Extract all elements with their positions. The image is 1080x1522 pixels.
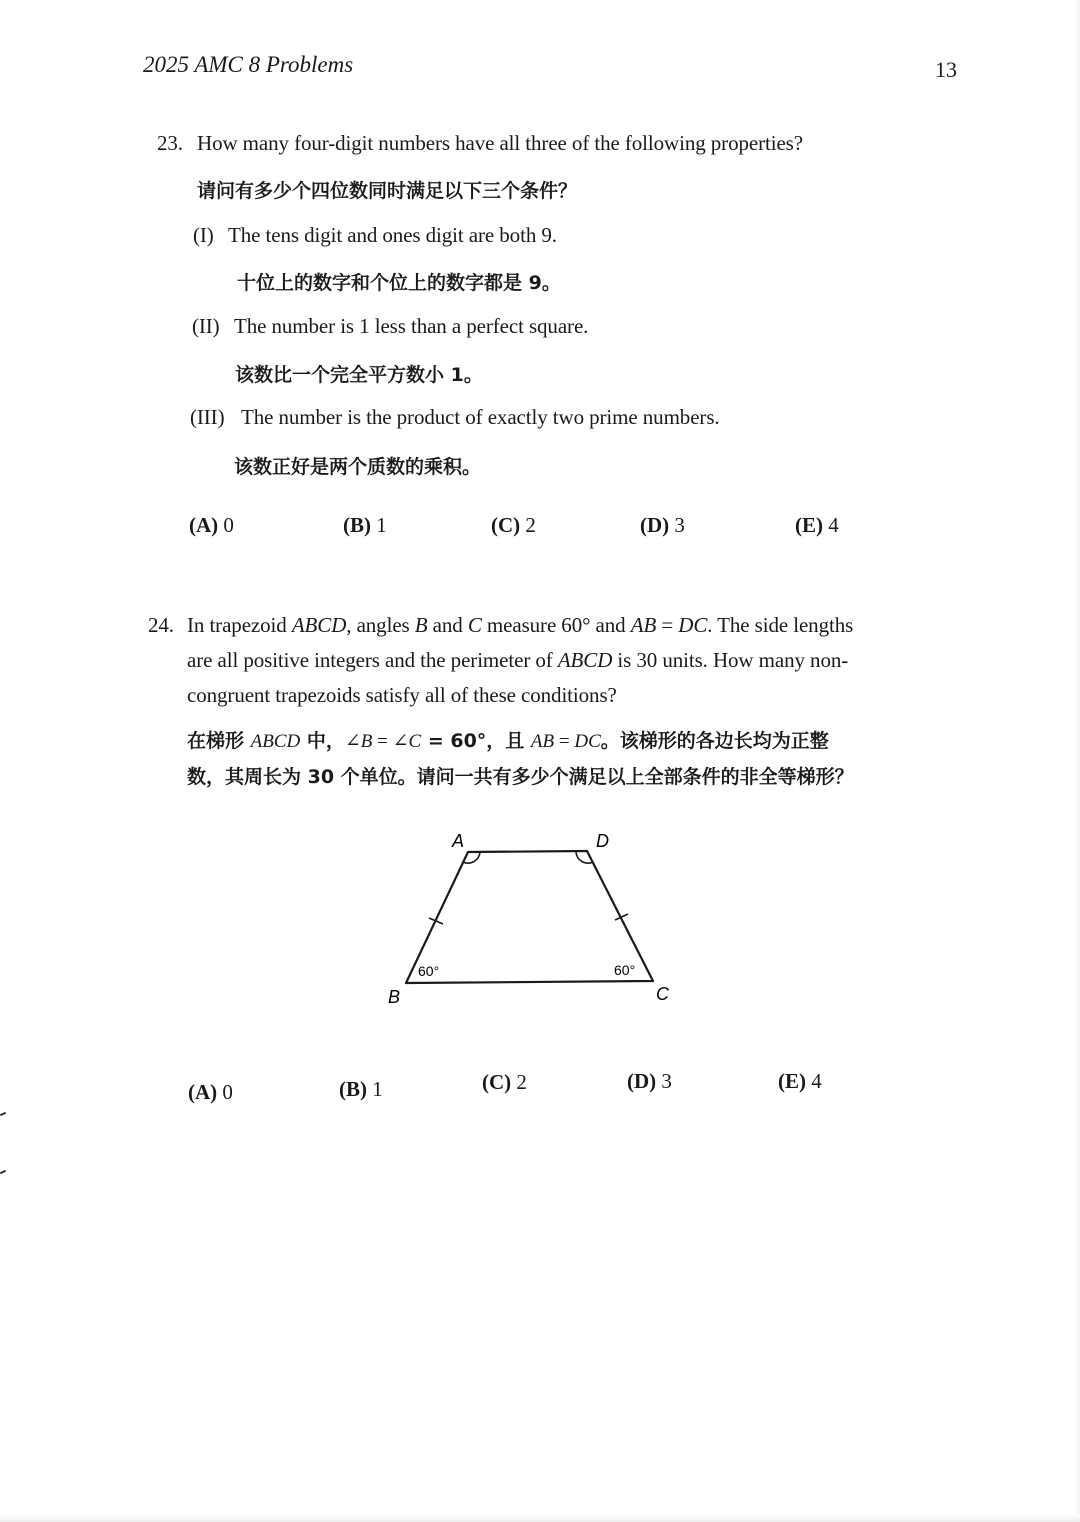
choice-label: (B) (339, 1077, 367, 1101)
text-run: = (372, 731, 393, 752)
p24-choice-a[interactable] (188, 1080, 233, 1105)
choice-label: (A) (189, 513, 219, 537)
problem-23-question-en: How many four-digit numbers have all three of the following properties? (197, 131, 803, 155)
math-c: C (467, 613, 482, 637)
p23-choice-a[interactable] (189, 513, 234, 538)
choice-value: 0 (222, 1080, 233, 1104)
angle-label-c: 60° (614, 962, 636, 978)
text-run: = (554, 731, 575, 752)
scan-mark (0, 1170, 6, 1174)
p23-choice-e[interactable] (795, 513, 839, 538)
math-abcd: ABCD (250, 731, 301, 752)
problem-23-number: 23. (157, 131, 183, 155)
choice-value: 0 (223, 513, 234, 537)
p23-choice-d[interactable] (640, 513, 685, 538)
choice-label: (E) (795, 513, 823, 537)
problem-24-zh-line-1 (187, 726, 829, 753)
p23-choice-b[interactable] (343, 513, 387, 538)
text-run: and (427, 613, 468, 637)
math-abcd: ABCD (557, 648, 613, 672)
page-edge-shadow (0, 1514, 1080, 1522)
trapezoid-figure (380, 825, 700, 1015)
math-b: B (414, 613, 428, 637)
p24-choice-e[interactable] (778, 1069, 822, 1094)
p23-choice-c[interactable] (491, 513, 536, 538)
text-run: In trapezoid (187, 613, 292, 637)
choice-label: (B) (343, 513, 371, 537)
angle-label-b: 60° (418, 963, 440, 979)
text-run: 在梯形 (187, 730, 251, 752)
text-run: measure 60° and (481, 613, 631, 637)
condition-3-label: (III) (190, 405, 225, 429)
problem-23-question-zh: 请问有多少个四位数同时满足以下三个条件？ (197, 180, 578, 202)
p24-choice-c[interactable] (482, 1070, 527, 1095)
problem-24-number: 24. (148, 613, 174, 637)
vertex-label-b: B (388, 987, 401, 1007)
text-run: = 60°，且 (421, 730, 531, 752)
problem-24-text-line-2 (187, 648, 848, 673)
text-run: is 30 units. How many non- (612, 648, 849, 672)
vertex-label-a: A (452, 831, 465, 851)
scan-mark (0, 1112, 6, 1116)
text-run: are all positive integers and the perimeter of (187, 648, 558, 672)
text-run: 。该梯形的各边长均为正整 (600, 730, 829, 752)
choice-value: 4 (828, 513, 839, 537)
vertex-label-d: D (596, 831, 609, 851)
math-angle-c: ∠C (392, 731, 422, 752)
choice-label: (D) (627, 1069, 657, 1093)
math-dc: DC (678, 613, 708, 637)
page-edge-shadow (1074, 0, 1080, 1522)
math-ab: AB (530, 731, 555, 752)
problem-24-text-line-1 (187, 613, 853, 638)
condition-3-zh: 该数正好是两个质数的乘积。 (234, 456, 482, 478)
condition-1-zh: 十位上的数字和个位上的数字都是 9。 (237, 272, 561, 294)
choice-value: 3 (674, 513, 685, 537)
condition-1-en: The tens digit and ones digit are both 9. (228, 223, 557, 247)
problem-24-text-line-3: congruent trapezoids satisfy all of these conditions? (187, 683, 617, 707)
choice-label: (E) (778, 1069, 806, 1093)
choice-value: 1 (372, 1077, 383, 1101)
page-number: 13 (935, 57, 957, 82)
choice-value: 2 (516, 1070, 527, 1094)
choice-value: 2 (525, 513, 536, 537)
problem-24-zh-line-2: 数，其周长为 30 个单位。请问一共有多少个满足以上全部条件的非全等梯形？ (187, 766, 854, 788)
choice-label: (C) (491, 513, 521, 537)
choice-value: 1 (376, 513, 387, 537)
condition-2-label: (II) (192, 314, 220, 338)
text-run: , angles (346, 613, 415, 637)
choice-label: (A) (188, 1080, 218, 1104)
condition-1-label: (I) (193, 223, 214, 247)
text-run: = (656, 613, 679, 637)
condition-2-en: The number is 1 less than a perfect square. (234, 314, 589, 338)
page-header-title: 2025 AMC 8 Problems (143, 52, 354, 77)
math-angle-b: ∠B (344, 731, 373, 752)
p24-choice-d[interactable] (627, 1069, 672, 1094)
math-abcd: ABCD (291, 613, 347, 637)
p24-choice-b[interactable] (339, 1077, 383, 1102)
condition-3-en: The number is the product of exactly two prime numbers. (241, 405, 720, 429)
condition-2-zh: 该数比一个完全平方数小 1。 (235, 364, 483, 386)
text-run: . The side lengths (707, 613, 854, 637)
choice-value: 4 (811, 1069, 822, 1093)
text-run: 中， (300, 730, 345, 752)
math-ab: AB (630, 613, 657, 637)
choice-value: 3 (661, 1069, 672, 1093)
vertex-label-c: C (656, 984, 669, 1004)
choice-label: (D) (640, 513, 670, 537)
math-dc: DC (574, 731, 601, 752)
choice-label: (C) (482, 1070, 512, 1094)
